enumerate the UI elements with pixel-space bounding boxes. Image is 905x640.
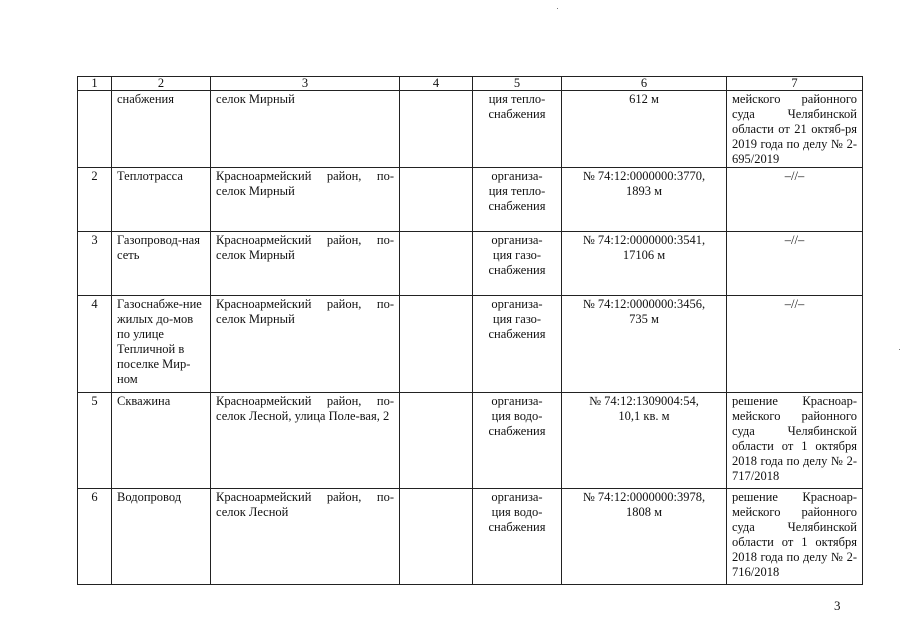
column-number-6: 6 [562,77,727,91]
object-name: Скважина [112,393,211,489]
legal-basis: мейского районного суда Челябинской области от 21 октяб-ря 2019 года по делу № 2-695/2019 [727,91,863,168]
column-number-7: 7 [727,77,863,91]
row-number [78,91,112,168]
column-number-3: 3 [211,77,400,91]
holder-organization: организа- ция водо- снабжения [473,393,562,489]
table-row [78,489,863,585]
column-number-4: 4 [400,77,473,91]
object-address: Красноармейский район, по-селок Мирный [211,296,400,393]
column-4-cell [400,296,473,393]
table-body [78,91,863,585]
object-address: Красноармейский район, по-селок Мирный [211,232,400,296]
row-number: 3 [78,232,112,296]
object-address: Красноармейский район, по-селок Лесной [211,489,400,585]
column-4-cell [400,232,473,296]
column-number-2: 2 [112,77,211,91]
legal-basis: –//– [727,296,863,393]
legal-basis: решение Красноар-мейского районного суда Челябинской области от 1 октября 2018 года по делу № 2-716/2018 [727,489,863,585]
table-row [78,393,863,489]
object-name: Водопровод [112,489,211,585]
table-row [78,232,863,296]
row-number: 2 [78,168,112,232]
column-4-cell [400,393,473,489]
legal-basis: –//– [727,168,863,232]
column-number-row [78,77,863,91]
holder-organization: ция тепло- снабжения [473,91,562,168]
property-registry-table [77,76,863,585]
table-header [78,77,863,91]
cadastral-number: 612 м [562,91,727,168]
cadastral-number: № 74:12:1309004:54, 10,1 кв. м [562,393,727,489]
holder-organization: организа- ция водо- снабжения [473,489,562,585]
table-row [78,296,863,393]
holder-organization: организа- ция газо- снабжения [473,232,562,296]
holder-organization: организа- ция газо- снабжения [473,296,562,393]
holder-organization: организа- ция тепло- снабжения [473,168,562,232]
cadastral-number: № 74:12:0000000:3770, 1893 м [562,168,727,232]
object-address: Красноармейский район, по-селок Лесной, улица Поле-вая, 2 [211,393,400,489]
cadastral-number: № 74:12:0000000:3456, 735 м [562,296,727,393]
page-number: 3 [834,598,841,613]
cadastral-number: № 74:12:0000000:3978, 1808 м [562,489,727,585]
row-number: 6 [78,489,112,585]
table-row [78,91,863,168]
scan-speck [899,349,900,350]
object-name: Газоснабже-ние жилых до-мов по улице Тепличной в поселке Мир-ном [112,296,211,393]
table-row [78,168,863,232]
row-number: 5 [78,393,112,489]
row-number: 4 [78,296,112,393]
column-4-cell [400,489,473,585]
column-4-cell [400,168,473,232]
object-address: Красноармейский район, по-селок Мирный [211,168,400,232]
column-number-5: 5 [473,77,562,91]
object-address: селок Мирный [211,91,400,168]
legal-basis: –//– [727,232,863,296]
object-name: Теплотрасса [112,168,211,232]
object-name: снабжения [112,91,211,168]
scan-speck [557,8,558,9]
column-4-cell [400,91,473,168]
legal-basis: решение Красноар-мейского районного суда Челябинской области от 1 октября 2018 года по делу № 2-717/2018 [727,393,863,489]
object-name: Газопровод-ная сеть [112,232,211,296]
cadastral-number: № 74:12:0000000:3541, 17106 м [562,232,727,296]
column-number-1: 1 [78,77,112,91]
